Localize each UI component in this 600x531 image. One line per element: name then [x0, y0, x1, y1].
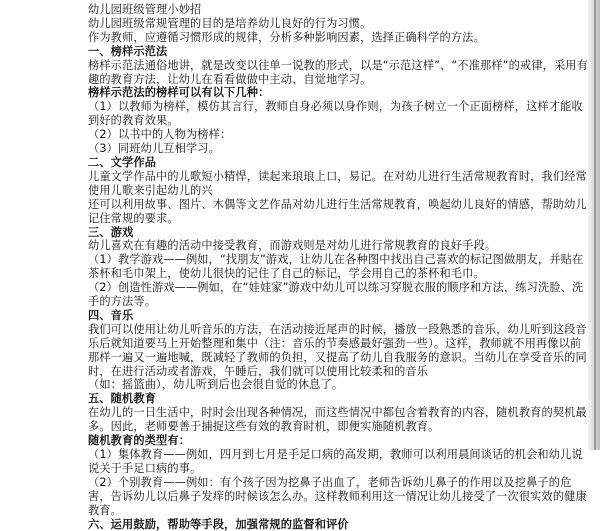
paragraph: 还可以利用故事、图片、木偶等文艺作品对幼儿进行生活常规教育，唤起幼儿良好的情感，帮助幼儿记住常规的要求。 — [88, 197, 587, 225]
page-edge-line — [594, 0, 596, 450]
list-item: （1）集体教育——例如，四月到七月是手足口病的高发期，教师可以利用晨间谈话的机会和幼儿说说关于手足口病的事。 — [88, 448, 583, 475]
paragraph: 在幼儿的一日生活中，时时会出现各种情况，而这些情况中都包含着教育的内容，随机教育的契机最多。因此，老师要善于捕捉这些有效的教育时机，即便实施随机教育。 — [88, 406, 587, 434]
paragraph: （如：摇篮曲），幼儿听到后也会很自觉的休息了。 — [88, 378, 344, 392]
section-heading: 六、运用鼓励，帮助等手段，加强常规的监督和评价 — [88, 517, 349, 531]
list-item: （2）以书中的人物为榜样： — [88, 128, 232, 142]
list-item: （1）教学游戏——例如，“找朋友”游戏，让幼儿在各种图中找出自己喜欢的标记图做朋友，并贴在茶杯和毛巾架上，使幼儿很快的记住了自己的标记，学会用自己的茶杯和毛巾。 — [88, 253, 584, 281]
paragraph: 幼儿喜欢在有趣的活动中接受教育，而游戏则是对幼儿进行常规教育的良好手段。 — [88, 239, 497, 253]
subsection-heading: 榜样示范法的榜样可以有以下几种： — [88, 86, 270, 100]
section-heading: 一、榜样示范法 — [88, 44, 168, 58]
section-heading: 五、随机教育 — [88, 392, 157, 406]
paragraph: 榜样示范法通俗地讲，就是改变以往单一说教的形式，以是“示范这样”、“不准那样”的戒律，采用有趣的教育方法，让幼儿在看看做做中主动、自觉地学习。 — [88, 58, 588, 86]
document-title: 幼儿园班级管理小妙招 — [88, 3, 202, 16]
section-heading: 三、游戏 — [88, 225, 134, 239]
section-heading: 二、文学作品 — [88, 155, 157, 169]
section-heading: 四、音乐 — [88, 308, 134, 322]
list-item: （2）个别教育——例如：有个孩子因为挖鼻子出血了，老师告诉幼儿鼻子的作用以及挖鼻子的危害，告诉幼儿以后鼻子发痒的时候该怎么办。这样教师利用这一情况让幼儿接受了一次很实效的健康教育。 — [88, 475, 587, 517]
paragraph: 我们可以使用让幼儿听音乐的方法，在活动接近尾声的时候，播放一段熟悉的音乐，幼儿听到这段音乐后就知道要马上开始整理和集中（注：音乐的节奏感最好强劲一些）。这样，教师就不用再像以前那样一遍又一遍地喊，既减轻了教师的负担，又提高了幼儿自我服务的意识。当幼儿在享受音乐的同时，在进行活动或者游戏，午睡后，我们就可以使用比较柔和的音乐 — [88, 322, 587, 378]
list-item: （2）创造性游戏——例如，在“娃娃家”游戏中幼儿可以练习穿脱衣服的顺序和方法，练习洗脸、洗手的方法等。 — [88, 281, 584, 309]
subsection-heading: 随机教育的类型有： — [88, 434, 191, 448]
list-item: （1）以教师为榜样，模仿其言行，教师自身必须以身作则，为孩子树立一个正面榜样，这样才能收到好的教育效果。 — [88, 100, 583, 128]
paragraph: 作为教师，应遵循习惯形成的规律，分析多种影响因素，选择正确科学的方法。 — [88, 30, 485, 44]
paragraph: 儿童文学作品中的儿歌短小精悍，读起来琅琅上口，易记。在对幼儿进行生活常规教育时，我们经常使用儿歌来引起幼儿的兴 — [88, 169, 587, 197]
list-item: （3）同班幼儿互相学习。 — [88, 142, 220, 156]
document-body — [88, 3, 588, 531]
paragraph: 幼儿园班级常规管理的目的是培养幼儿良好的行为习惯。 — [88, 16, 372, 30]
